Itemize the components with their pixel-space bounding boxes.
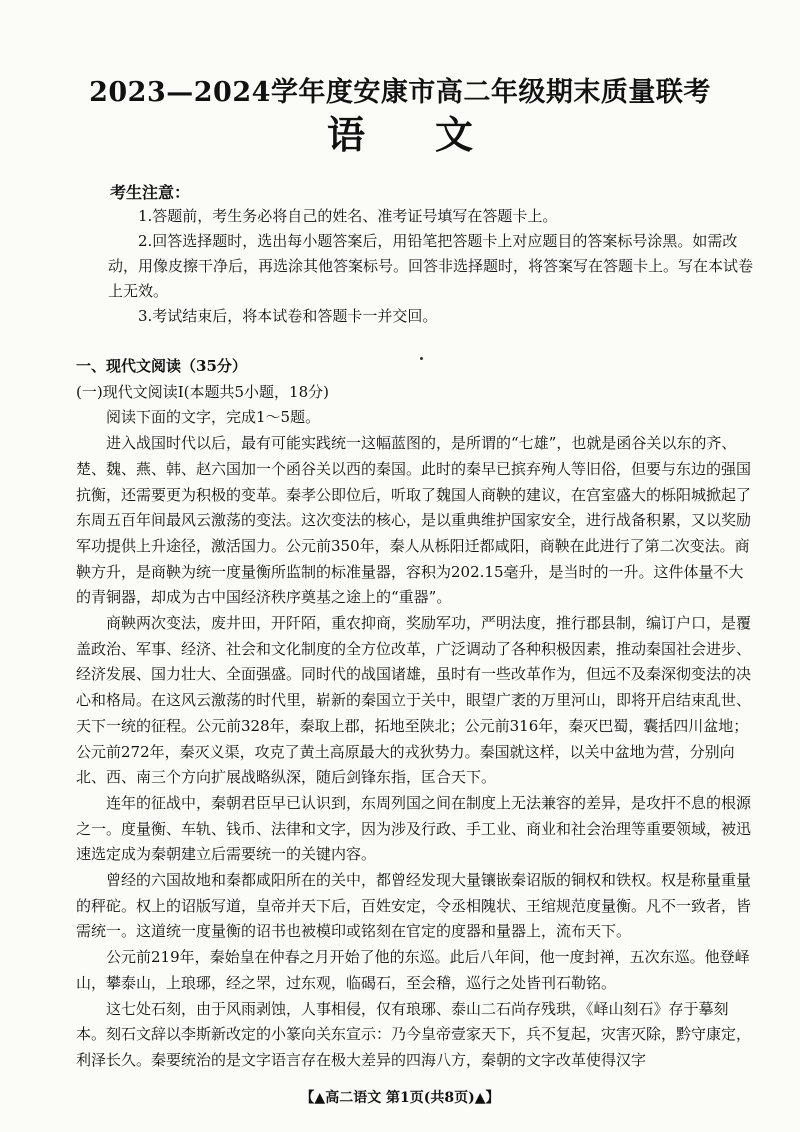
page-footer: 【▲高二语文 第1页(共8页)▲】 <box>300 1090 500 1106</box>
section-title: 一、现代文阅读（35分） <box>76 357 247 375</box>
subject-title: 语文 <box>326 112 543 157</box>
notice-list <box>108 204 758 329</box>
paragraph: 曾经的六国故地和秦都咸阳所在的关中，都曾经发现大量镶嵌秦诏版的铜权和铁权。权是称量重量的秤砣。权上的诏版写道，皇帝并天下后，百姓安定，令丞相隗状、王绾规范度量衡。凡不一致者，皆需统一。这道统一度量衡的诏书也被模印或铭刻在官定的度器和量器上，流布天下。 <box>76 871 752 941</box>
notice-item: 1.答题前，考生务必将自己的姓名、准考证号填写在答题卡上。 <box>138 207 558 225</box>
notice-heading: 考生注意： <box>110 183 191 202</box>
reading-section <box>76 354 756 1074</box>
notice-item: 3.考试结束后，将本试卷和答题卡一并交回。 <box>138 307 438 325</box>
sub-section-title: (一)现代文阅读Ⅰ(本题共5小题，18分) <box>76 382 329 401</box>
instruction: 阅读下面的文字，完成1～5题。 <box>106 408 321 427</box>
paragraph: 公元前219年，秦始皇在仲春之月开始了他的东巡。此后八年间，他一度封禅，五次东巡。他登峄山，攀泰山，上琅琊，经之罘，过东观，临碣石，至会稽，巡行之处皆刊石勒铭。 <box>76 948 750 992</box>
paragraph: 连年的征战中，秦朝君臣早已认识到，东周列国之间在制度上无法兼容的差异，是攻扞不息的根源之一。度量衡、车轨、钱币、法律和文字，因为涉及行政、手工业、商业和社会治理等重要领域，被迅速选定成为秦朝建立后需要统一的关键内容。 <box>76 793 752 864</box>
notice-item: 2.回答选择题时，选出每小题答案后，用铅笔把答题卡上对应题目的答案标号涂黑。如需改动，用像皮擦干净后，再选涂其他答案标号。回答非选择题时，将答案写在答题卡上。写在本试卷上无效。 <box>108 232 754 300</box>
paragraph: 进入战国时代以后，最有可能实践统一这幅蓝图的，是所谓的“七雄”，也就是函谷关以东的齐、楚、魏、燕、韩、赵六国加一个函谷关以西的秦国。此时的秦早已摈弃殉人等旧俗，但要与东边的强国抗衡，还需要更为积极的变革。秦孝公即位后，听取了魏国人商鞅的建议，在宫室盛大的栎阳城掀起了东周五百年间最风云激荡的变法。这次变法的核心，是以重典维护国家安全，进行战备积累，又以奖励军功提供上升途径，激活国力。公元前350年，秦人从栎阳迁都咸阳，商鞅在此进行了第二次变法。商鞅方升，是商鞅为统一度量衡所监制的标准量器，容积为202.15毫升，是当时的一升。这件体量不大的青铜器，却成为古中国经济秩序奠基之途上的“重器”。 <box>76 434 752 607</box>
paragraph: 商鞅两次变法，废井田，开阡陌，重农抑商，奖励军功，严明法度，推行郡县制，编订户口，是覆盖政治、军事、经济、社会和文化制度的全方位改革，广泛调动了各种积极因素，推动秦国社会进步、经济发展、国力壮大、全面强盛。同时代的战国诸雄，虽时有一些改革作为，但远不及秦深彻变法的决心和格局。在这风云激荡的时代里，崭新的秦国立于关中，眼望广袤的万里河山，即将开启结束乱世、天下一统的征程。公元前328年，秦取上郡，拓地至陕北；公元前316年，秦灭巴蜀，囊括四川盆地；公元前272年，秦灭义渠，攻克了黄土高原最大的戎狄势力。秦国就这样，以关中盆地为营，分别向北、西、南三个方向扩展战略纵深，随后剑锋东指，匡合天下。 <box>76 614 752 787</box>
paragraph: 这七处石刻，由于风雨剥蚀，人事相侵，仅有琅琊、泰山二石尚存残珙，《峄山刻石》存于摹刻本。刻石文辞以李斯新改定的小篆向关东宣示：乃今皇帝壹家天下，兵不复起，灾害灭除，黔守康定，利泽长久。秦要统治的是文字语言存在极大差异的四海八方，秦朝的文字改革使得汉字 <box>76 999 752 1069</box>
exam-title: 2023—2024学年度安康市高二年级期末质量联考 <box>89 77 711 108</box>
